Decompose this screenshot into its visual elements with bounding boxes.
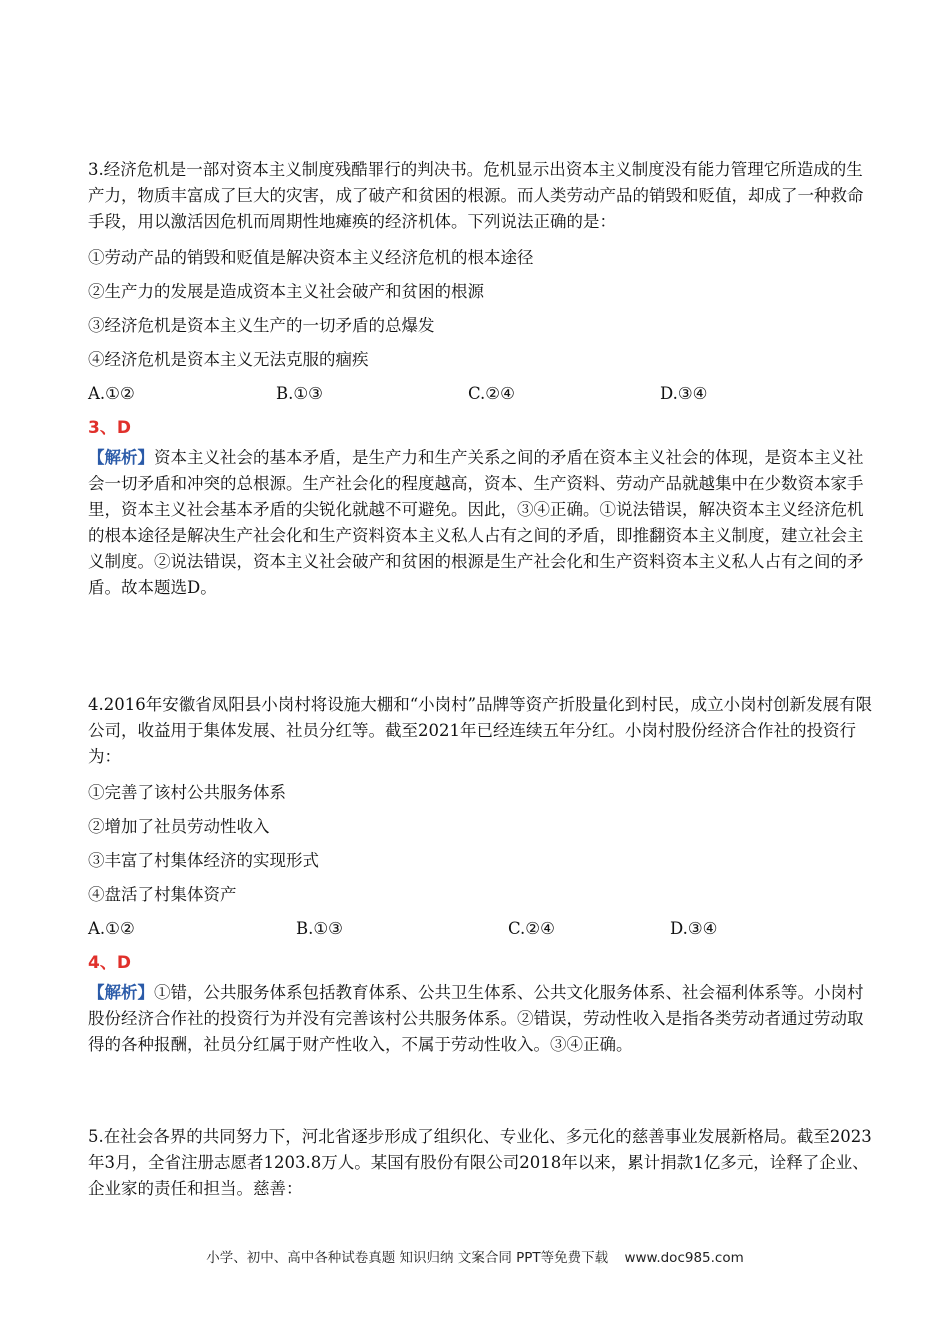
question-5	[88, 1124, 878, 1202]
option-3: ③丰富了村集体经济的实现形式	[88, 851, 319, 870]
option-2: ②生产力的发展是造成资本主义社会破产和贫困的根源	[88, 282, 484, 301]
option-1: ①劳动产品的销毁和贬值是解决资本主义经济危机的根本途径	[88, 248, 534, 267]
choice-c: C.②④	[468, 384, 515, 403]
choice-b: B.①③	[296, 919, 343, 938]
question-stem: 3.经济危机是一部对资本主义制度残酷罪行的判决书。危机显示出资本主义制度没有能力管理它所造成的生产力，物质丰富成了巨大的灾害，成了破产和贫困的根源。而人类劳动产品的销毁和贬值，却成了一种救命手段，用以激活因危机而周期性地瘫痪的经济机体。下列说法正确的是：	[88, 160, 864, 231]
choice-c: C.②④	[508, 919, 555, 938]
analysis-text	[88, 445, 878, 601]
choice-a: A.①②	[88, 919, 135, 938]
option-2: ②增加了社员劳动性收入	[88, 817, 270, 836]
question-4	[88, 692, 878, 1058]
choice-a: A.①②	[88, 384, 135, 403]
option-4: ④经济危机是资本主义无法克服的痼疾	[88, 350, 369, 369]
page-footer	[0, 1246, 950, 1266]
analysis-body: ①错，公共服务体系包括教育体系、公共卫生体系、公共文化服务体系、社会福利体系等。小岗村股份经济合作社的投资行为并没有完善该村公共服务体系。②错误，劳动性收入是指各类劳动者通过劳动取得的各种报酬，社员分红属于财产性收入，不属于劳动性收入。③④正确。	[88, 983, 864, 1054]
option-3: ③经济危机是资本主义生产的一切矛盾的总爆发	[88, 316, 435, 335]
answer-choices	[88, 912, 878, 946]
footer-text: 小学、初中、高中各种试卷真题 知识归纳 文案合同 PPT等免费下载	[206, 1250, 609, 1266]
analysis-tag: 【解析】	[88, 983, 154, 1002]
answer-label: 3、D	[88, 418, 131, 438]
choice-d: D.③④	[670, 919, 718, 938]
answer-choices	[88, 377, 878, 411]
option-4: ④盘活了村集体资产	[88, 885, 237, 904]
option-1: ①完善了该村公共服务体系	[88, 783, 286, 802]
question-stem: 5.在社会各界的共同努力下，河北省逐步形成了组织化、专业化、多元化的慈善事业发展新格局。截至2023年3月，全省注册志愿者1203.8万人。某国有股份有限公司2018年以来，累计捐款1亿多元，诠释了企业、企业家的责任和担当。慈善：	[88, 1127, 872, 1198]
question-stem: 4.2016年安徽省凤阳县小岗村将设施大棚和“小岗村”品牌等资产折股量化到村民，成立小岗村创新发展有限公司，收益用于集体发展、社员分红等。截至2021年已经连续五年分红。小岗村股份经济合作社的投资行为：	[88, 695, 873, 766]
question-3	[88, 157, 878, 601]
analysis-body: 资本主义社会的基本矛盾，是生产力和生产关系之间的矛盾在资本主义社会的体现，是资本主义社会一切矛盾和冲突的总根源。生产社会化的程度越高，资本、生产资料、劳动产品就越集中在少数资本家手里，资本主义社会基本矛盾的尖锐化就越不可避免。因此，③④正确。①说法错误，解决资本主义经济危机的根本途径是解决生产社会化和生产资料资本主义私人占有之间的矛盾，即推翻资本主义制度，建立社会主义制度。②说法错误，资本主义社会破产和贫困的根源是生产社会化和生产资料资本主义私人占有之间的矛盾。故本题选D。	[88, 448, 864, 597]
choice-b: B.①③	[276, 384, 323, 403]
choice-d: D.③④	[660, 384, 708, 403]
analysis-text	[88, 980, 878, 1058]
analysis-tag: 【解析】	[88, 448, 154, 467]
answer-label: 4、D	[88, 953, 131, 973]
footer-url[interactable]: www.doc985.com	[624, 1250, 744, 1266]
